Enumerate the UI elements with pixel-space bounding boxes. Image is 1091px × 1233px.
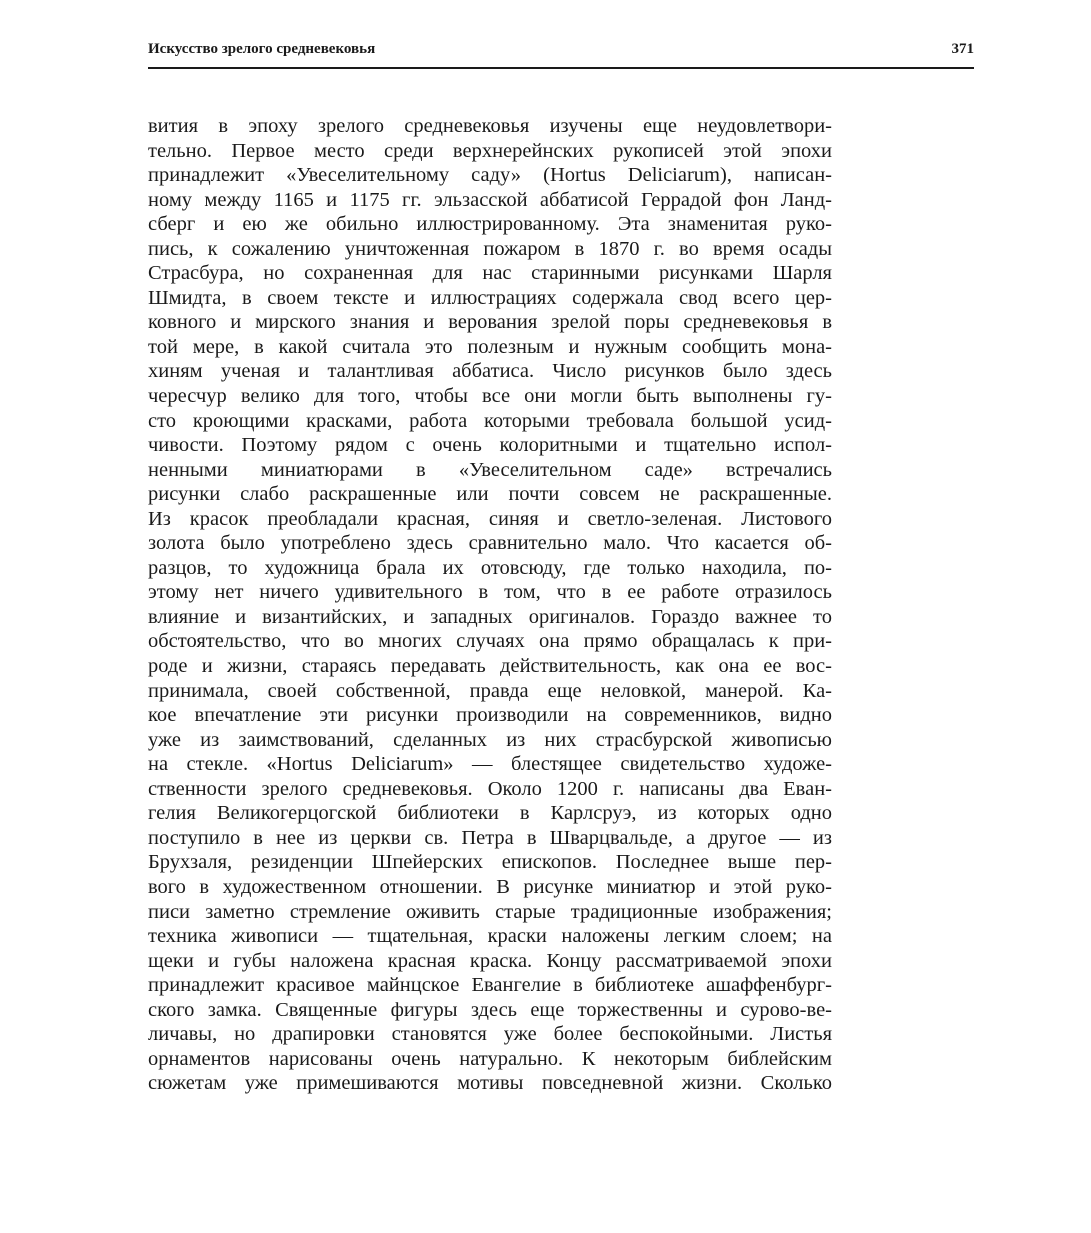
text-line: ственности зрелого средневековья. Около 1200 г. написаны два Еван- [148,777,832,800]
running-head [148,38,974,60]
text-line: на стекле. «Hortus Deliciarum» — блестящее свидетельство художе- [148,753,832,776]
text-line: писи заметно стремление оживить старые традиционные изображения; [148,900,832,923]
text-line: гелия Великогерцогской библиотеки в Карлсруэ, из которых одно [148,802,832,825]
text-line: пись, к сожалению уничтоженная пожаром в 1870 г. во время осады [148,237,832,260]
text-line: принадлежит «Увеселительному саду» (Hortus Deliciarum), написан- [148,164,832,187]
text-line: тельно. Первое место среди верхнерейнских рукописей этой эпохи [148,139,832,162]
text-line: вого в художественном отношении. В рисунке миниатюр и этой руко- [148,875,832,898]
text-line: этому нет ничего удивительного в том, что в ее работе отразилось [148,581,832,604]
text-line: чересчур велико для того, чтобы все они могли быть выполнены гу- [148,385,832,408]
text-line: принимала, своей собственной, правда еще неловкой, манерой. Ка- [148,679,832,702]
text-line: обстоятельство, что во многих случаях она прямо обращалась к при- [148,630,832,653]
text-line: сберг и ею же обильно иллюстрированному. Эта знаменитая руко- [148,213,832,236]
text-line: влияние и византийских, и западных оригиналов. Гораздо важнее то [148,605,832,628]
text-line: Страсбура, но сохраненная для нас старинными рисунками Шарля [148,262,832,285]
text-line: уже из заимствований, сделанных из них страсбурской живописью [148,728,832,751]
text-line: поступило в нее из церкви св. Петра в Шварцвальде, а другое — из [148,826,832,849]
text-line: техника живописи — тщательная, краски наложены легким слоем; на [148,925,832,948]
text-line: золота было употреблено здесь сравнительно мало. Что касается об- [148,532,832,555]
text-line: разцов, то художница брала их отовсюду, где только находила, по- [148,556,832,579]
text-line: сто кроющими красками, работа которыми требовала большой усид- [148,409,832,432]
text-line: Брухзаля, резиденции Шпейерских епископов. Последнее выше пер- [148,851,832,874]
header-rule [148,67,974,69]
body-text [148,114,832,1096]
text-line: ковного и мирского знания и верования зрелой поры средневековья в [148,311,832,334]
text-line: чивости. Поэтому рядом с очень колоритными и тщательно испол- [148,434,832,457]
text-line: принадлежит красивое майнцское Евангелие в библиотеке ашаффенбург- [148,974,832,997]
page-number: 371 [951,40,974,57]
text-line: ненными миниатюрами в «Увеселительном саде» встречались [148,458,832,481]
text-line: вития в эпоху зрелого средневековья изучены еще неудовлетвори- [148,115,832,137]
text-line: ского замка. Священные фигуры здесь еще торжественны и сурово-ве- [148,998,832,1021]
text-line: личавы, но драпировки становятся уже более беспокойными. Листья [148,1023,832,1046]
text-line: сюжетам уже примешиваются мотивы повседневной жизни. Сколько [148,1072,832,1095]
text-line: рисунки слабо раскрашенные или почти совсем не раскрашенные. [148,483,832,506]
running-head-title: Искусство зрелого средневековья [148,40,376,57]
text-line: роде и жизни, стараясь передавать действительность, как она ее вос- [148,655,832,678]
text-line: кое впечатление эти рисунки производили на современников, видно [148,704,832,727]
text-line: хиням ученая и талантливая аббатиса. Число рисунков было здесь [148,360,832,383]
text-line: Из красок преобладали красная, синяя и светло-зеленая. Листового [148,507,832,530]
text-line: щеки и губы наложена красная краска. Концу рассматриваемой эпохи [148,949,832,972]
text-line: ному между 1165 и 1175 гг. эльзасской аббатисой Геррадой фон Ланд- [148,188,832,211]
text-line: той мере, в какой считала это полезным и нужным сообщить мона- [148,335,832,358]
text-line: Шмидта, в своем тексте и иллюстрациях содержала свод всего цер- [148,286,832,309]
text-line: орнаментов нарисованы очень натурально. К некоторым библейским [148,1047,832,1070]
